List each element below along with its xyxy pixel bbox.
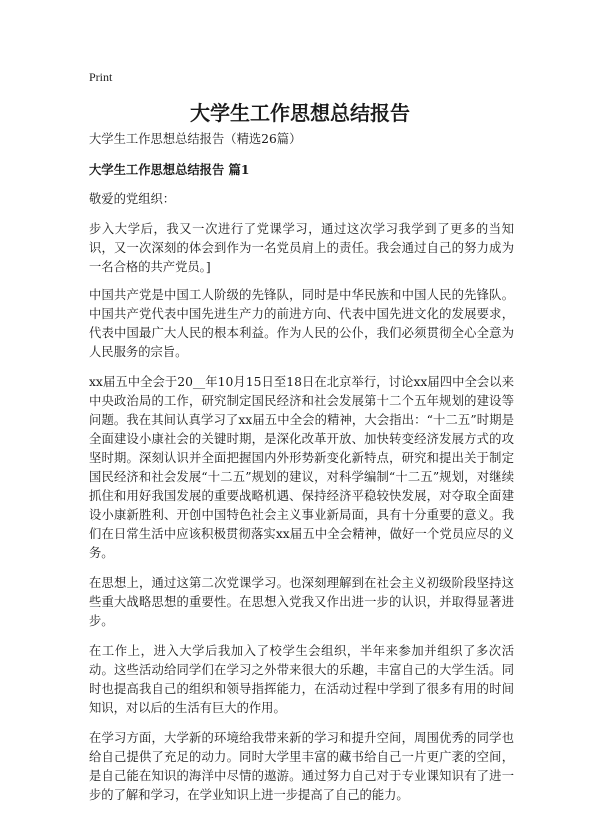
print-link[interactable]: Print [89,70,113,84]
paragraph: 中国共产党是中国工人阶级的先锋队，同时是中华民族和中国人民的先锋队。中国共产党代表中国先进生产力的前进方向、代表中国先进文化的发展要求，代表中国最广大人民的根本利益。作为人民的公仆，我们必须贯彻全心全意为人民服务的宗旨。 [89,288,514,359]
paragraph: 步入大学后，我又一次进行了党课学习，通过这次学习我学到了更多的当知识，又一次深刻的体会到作为一名党员肩上的责任。我会通过自己的努力成为一名合格的共产党员。] [89,222,514,274]
document-subtitle: 大学生工作思想总结报告（精选26篇） [89,132,302,146]
page-title: 大学生工作思想总结报告 [190,101,410,125]
salutation: 敬爱的党组织： [89,192,176,206]
paragraph: xx届五中全会于20__年10月15日至18日在北京举行，讨论xx届四中全会以来中央政治局的工作，研究制定国民经济和社会发展第十二个五年规划的建设等问题。我在其间认真学习了xx届五中全会的精神，大会指出：“十二五”时期是全面建设小康社会的关键时期，是深化改革开放、加快转变经济发展方式的攻坚时期。深刻认识并全面把握国内外形势新变化新特点，研究和提出关于制定国民经济和社会发展“十二五”规划的建议，对科学编制“十二五”规划，对继续抓住和用好我国发展的重要战略机遇、保持经济平稳较快发展，对夺取全面建设小康新胜利、开创中国特色社会主义事业新局面，具有十分重要的意义。我们在日常生活中应该积极贯彻落实xx届五中全会精神，做好一个党员应尽的义务。 [89,375,514,560]
paragraph: 在工作上，进入大学后我加入了校学生会组织，半年来参加并组织了多次活动。这些活动给同学们在学习之外带来很大的乐趣，丰富自己的大学生活。同时也提高我自己的组织和领导指挥能力，在活动过程中学到了很多有用的时间知识，对以后的生活有巨大的作用。 [89,644,514,715]
paragraph: 在学习方面，大学新的环境给我带来新的学习和提升空间，周围优秀的同学也给自己提供了充足的动力。同时大学里丰富的藏书给自己一片更广袤的空间，是自己能在知识的海洋中尽情的遨游。通过努力自己对于专业课知识有了进一步的了解和学习，在学业知识上进一步提高了自己的能力。 [89,731,514,802]
document-body [89,130,514,816]
paragraph: 在思想上，通过这第二次党课学习。也深刻理解到在社会主义初级阶段坚持这些重大战略思想的重要性。在思想入党我又作出进一步的认识，并取得显著进步。 [89,576,514,628]
section-heading: 大学生工作思想总结报告 篇1 [89,162,250,177]
